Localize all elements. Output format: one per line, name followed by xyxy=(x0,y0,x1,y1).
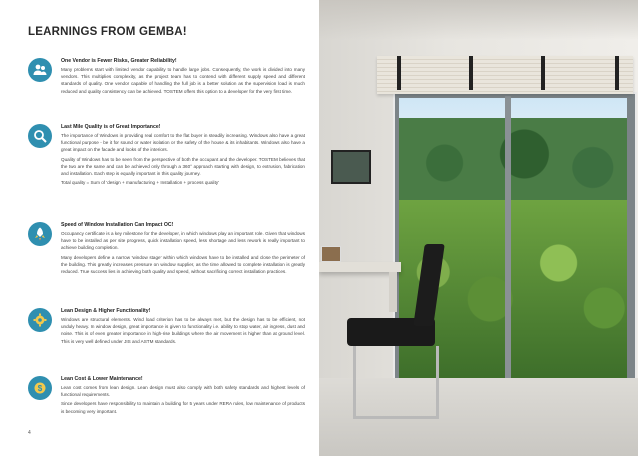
section-title: One Vendor is Fewer Risks, Greater Reliability! xyxy=(61,58,177,64)
interior-with-sliding-window-photo xyxy=(319,0,638,456)
section-title: Speed of Window Installation Can Impact OC! xyxy=(61,222,174,228)
section-title: Lean Design & Higher Functionality! xyxy=(61,308,151,314)
roman-blind xyxy=(377,56,633,94)
section-paragraph: Since developers have responsibility to maintain a building for 5 years under RERA rules, low maintenance of products is becoming very important. xyxy=(61,401,305,414)
chair-base xyxy=(353,346,439,419)
section-paragraph: Many developers define a narrow 'window stage' within which windows have to be installed and close the perimeter of the building. This greatly increases pressure on window supplier, as the time allowed to complete installation is greatly reduced. True success lies in achieving both quality and speed, without sacrificing correct installation practices. xyxy=(61,254,305,275)
section-title: Lean Cost & Lower Maintenance! xyxy=(61,376,143,382)
section-paragraph: The importance of Windows in providing real comfort to the flat buyer in steadily increasing. Windows also have a great functional purpose - be it for sound or water isolation or the safety of the house & its inhabitants. Windows also have a great impact on the facade and looks of the interiors. xyxy=(61,133,305,153)
gear-icon xyxy=(28,308,52,332)
desk xyxy=(319,262,401,272)
magnifier-icon xyxy=(28,124,52,148)
wall-frame xyxy=(331,150,371,184)
page-number: 4 xyxy=(28,430,31,436)
section-paragraph: Quality of Windows has to be seen from the perspective of both the occupant and the developer. TOSTEM believes that the two are the same and can be achieved only through a 360° approach starting with design, to extrusion, fabrication and installation. Each step is equally important in this quality journey. xyxy=(61,156,305,177)
section-paragraph: Occupancy certificate is a key milestone for the developer, in which windows play an important role. Given that windows have to be installed as per site progress, quick installation speed, less shortage and less rework is really important to achieve building completion. xyxy=(61,231,305,251)
page-heading: LEARNINGS FROM GEMBA! xyxy=(28,26,187,38)
section-paragraph: Lean cost comes from lean design. Lean design must also comply with both safety standards and highest levels of functional requirements. xyxy=(61,385,305,398)
dollar-coin-icon xyxy=(28,376,52,400)
svg-text:$: $ xyxy=(37,384,43,393)
section-paragraph: Windows are structural elements. Wind load criterion has to be always met, but the design has to be efficient, not unduly heavy. In window design, great importance is given to functionality i.e. ability to stop water, air ingress, dust and noise. This is of even greater importance in high-rise buildings where the air movement is higher than at ground level. This is very well defined under JIS and ASTM standards. xyxy=(61,317,305,344)
section-title: Last Mile Quality is of Great Importance! xyxy=(61,124,161,130)
rocket-icon xyxy=(28,222,52,246)
section-paragraph: Many problems start with limited vendor capability to handle large jobs. Consequently, the work is divided into many vendors. This multiplies complexity, as the project team has to contend with different supply speed and different standards of quality. One vendor capable of handling the full job is a better solution as the supervision load is much reduced and quality consistency can be achieved. TOSTEM offers this option to a developer for the very first time. xyxy=(61,67,305,94)
photo-frame xyxy=(321,246,341,262)
section-paragraph: Total quality = Sum of 'design + manufacturing + Installation + process quality' xyxy=(61,180,220,186)
people-icon xyxy=(28,58,52,82)
